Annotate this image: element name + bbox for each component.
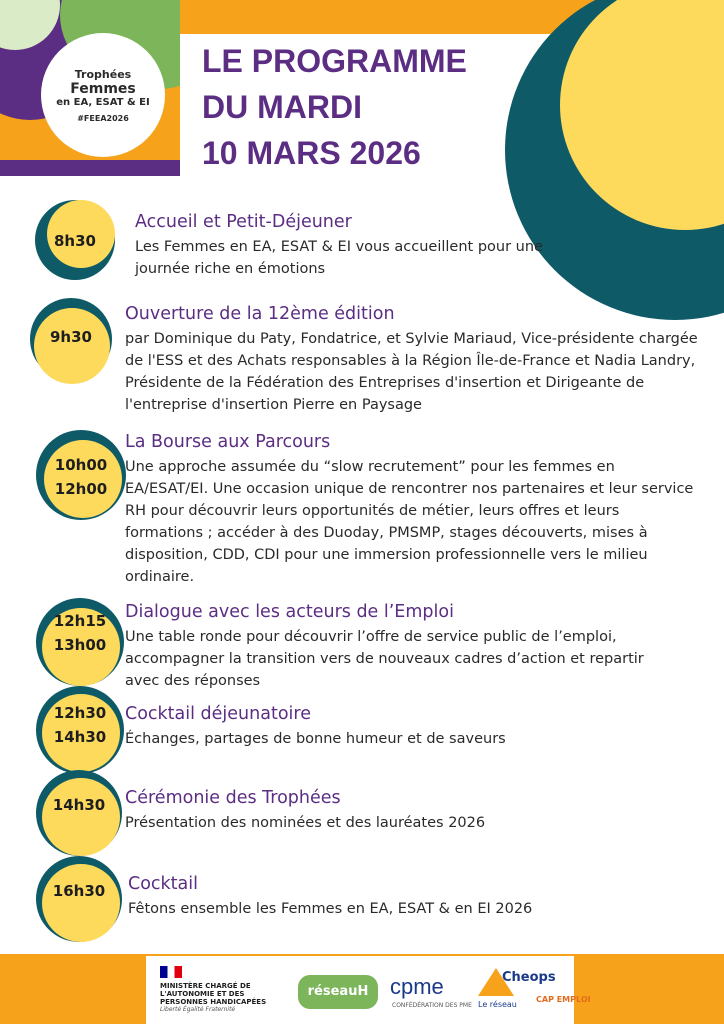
title-line-1: LE PROGRAMME [202, 43, 467, 79]
logo-line-3: en EA, ESAT & EI [56, 96, 150, 108]
cpme-logo: cpme [390, 974, 444, 999]
reseauh-logo: réseauH [298, 975, 378, 1009]
time-end: 12h00 [54, 480, 108, 498]
time-badge [35, 200, 115, 280]
title-line-2: DU MARDI [202, 89, 362, 125]
time-start: 14h30 [52, 796, 106, 814]
event-logo-badge [41, 33, 165, 157]
time-start: 12h15 [53, 612, 107, 630]
cheops-logo: Cheops [502, 970, 556, 985]
logo-hashtag: #FEEA2026 [77, 113, 129, 123]
item-text: Une approche assumée du “slow recrutement” pour les femmes en EA/ESAT/EI. Une occasion unique de rencontrer nos partenaires et leur service RH pour découvrir leurs opportunités de métier, leurs offres et leurs formations ; accéder à des Duoday, PMSMP, stages découverts, mises à disposition, CDD, CDI pour une immersion professionnelle vers le milieu ordinaire. [125, 459, 694, 585]
time-end: 13h00 [53, 636, 107, 654]
item-text: par Dominique du Paty, Fondatrice, et Sylvie Mariaud, Vice-présidente chargée de l'ESS et des Achats responsables à la Région Île-de-France et Nadia Landry, Présidente de la Fédération des Entreprises d'insertion et Dirigeante de l'entreprise d'insertion Pierre en Paysage [125, 331, 698, 413]
item-heading: Dialogue avec les acteurs de l’Emploi [125, 602, 454, 622]
cap-emploi-logo: CAP EMPLOI [536, 995, 591, 1004]
item-text: Une table ronde pour découvrir l’offre de service public de l’emploi, accompagner la transition vers de nouveaux cadres d’action et repartir avec des réponses [125, 629, 644, 689]
item-text: Fêtons ensemble les Femmes en EA, ESAT & en EI 2026 [128, 901, 533, 917]
cpme-subtitle: CONFÉDÉRATION DES PME [392, 1002, 472, 1009]
time-badge [36, 686, 124, 774]
item-heading: La Bourse aux Parcours [125, 432, 331, 452]
time-badge [36, 770, 122, 856]
item-heading: Cocktail [128, 874, 198, 894]
time-start: 16h30 [52, 882, 106, 900]
logo-line-1: Trophées [74, 67, 132, 81]
logo-line-2: Femmes [70, 80, 136, 97]
time-end: 14h30 [53, 728, 107, 746]
time-start: 8h30 [54, 232, 96, 250]
title-line-3: 10 MARS 2026 [202, 135, 421, 171]
item-heading: Cérémonie des Trophées [125, 788, 341, 808]
page-title [202, 38, 467, 176]
french-flag-icon [160, 966, 182, 978]
item-heading: Ouverture de la 12ème édition [125, 304, 395, 324]
time-start: 12h30 [53, 704, 107, 722]
time-start: 10h00 [54, 456, 108, 474]
item-text: Les Femmes en EA, ESAT & EI vous accueillent pour une journée riche en émotions [135, 239, 543, 277]
ministry-motto: Liberté Égalité Fraternité [160, 1006, 236, 1013]
time-start: 9h30 [50, 328, 92, 346]
item-text: Présentation des nominées et des lauréates 2026 [125, 815, 486, 831]
time-badge [36, 430, 126, 520]
ministry-name: MINISTÈRE CHARGÉ DE L'AUTONOMIE ET DES PERSONNES HANDICAPÉES [160, 982, 267, 1006]
time-badge [30, 298, 112, 380]
item-heading: Cocktail déjeunatoire [125, 704, 311, 724]
time-badge [36, 598, 124, 686]
cheops-subtitle: Le réseau [478, 1000, 517, 1009]
ministry-logo [160, 966, 290, 1014]
time-badge [36, 856, 122, 942]
item-text: Échanges, partages de bonne humeur et de saveurs [125, 731, 506, 747]
item-heading: Accueil et Petit-Déjeuner [135, 212, 352, 232]
